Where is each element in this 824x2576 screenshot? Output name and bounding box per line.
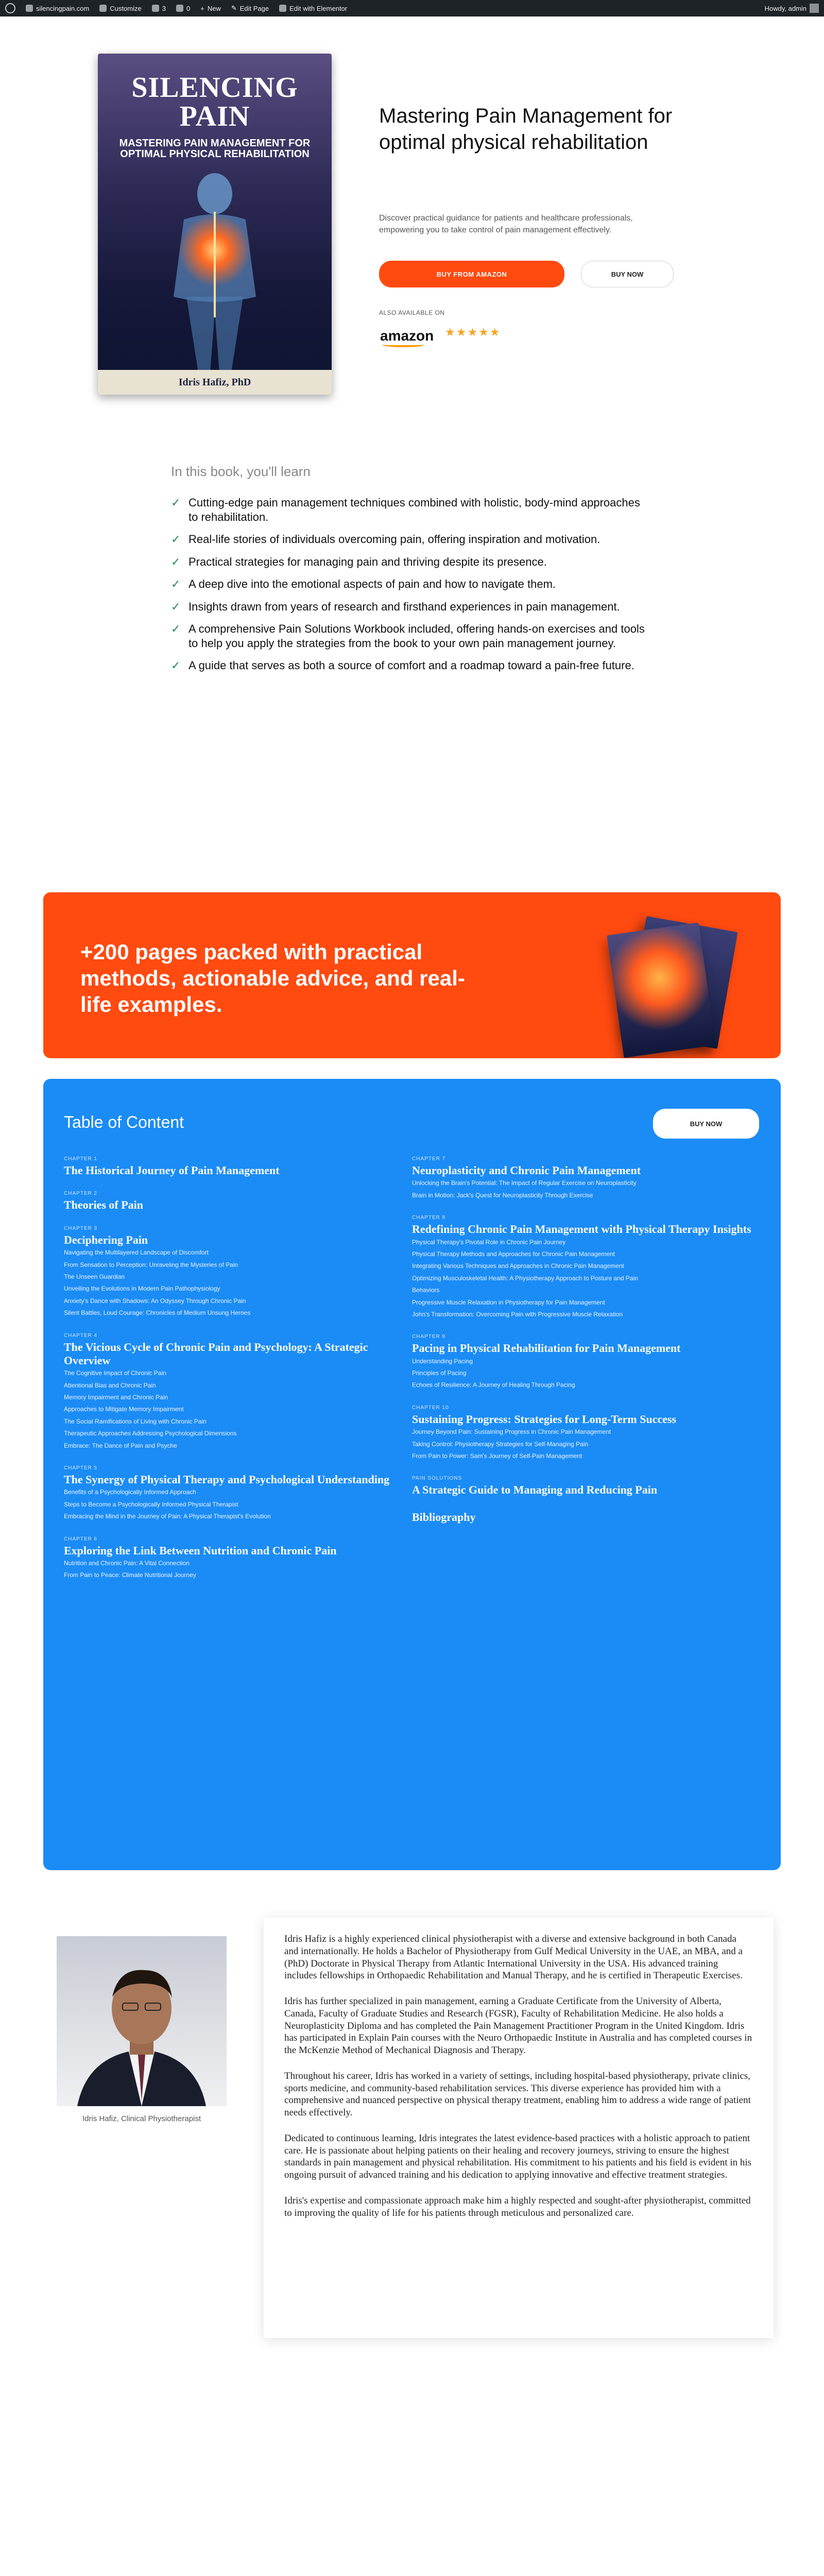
site-name: silencingpain.com <box>36 4 90 12</box>
toc-section[interactable]: Navigating the Multilayered Landscape of Discomfort <box>64 1249 209 1257</box>
promo-book-mockup <box>594 918 749 1047</box>
toc-buy-now-button[interactable]: BUY NOW <box>653 1109 759 1139</box>
toc-section[interactable]: Benefits of a Psychologically Informed Approach <box>64 1488 196 1496</box>
toc-chapter-number: CHAPTER 8 <box>412 1215 446 1221</box>
toc-chapter-number: PAIN SOLUTIONS <box>412 1476 462 1482</box>
learn-item: ✓ Insights drawn from years of research and firsthand experiences in pain management. <box>171 600 620 613</box>
author-caption: Idris Hafiz, Clinical Physiotherapist <box>82 2114 201 2123</box>
site-name-link[interactable] <box>21 0 94 16</box>
buy-from-amazon-button[interactable]: BUY FROM AMAZON <box>379 261 564 287</box>
toc-section[interactable]: Journey Beyond Pain: Sustaining Progress in Chronic Pain Management <box>412 1428 611 1436</box>
edit-page-label: Edit Page <box>239 4 269 12</box>
toc-section[interactable]: Therapeutic Approaches Addressing Psychological Dimensions <box>64 1430 237 1437</box>
bio-paragraph: Dedicated to continuous learning, Idris integrates the latest evidence-based practices with a holistic approach to patient care. He is passionate about helping patients on their healing and recovery journeys, striving to ensure the highest standards in pain management and physical rehabilitation. His commitment to his patients and his field is evident in his ongoing pursuit of advanced training and his dedication to applying innovative and effective treatment strategies. <box>284 2132 752 2180</box>
hero-title: Mastering Pain Management for optimal physical rehabilitation <box>379 105 673 154</box>
toc-section[interactable]: Taking Control: Physiotherapy Strategies for Self-Managing Pain <box>412 1440 589 1448</box>
elementor-label: Edit with Elementor <box>289 4 348 12</box>
comment-icon <box>176 5 183 12</box>
toc-chapter-number: CHAPTER 6 <box>64 1536 98 1542</box>
learn-item: ✓ A guide that serves as both a source of comfort and a roadmap toward a pain-free future. <box>171 659 634 672</box>
learn-heading: In this book, you'll learn <box>171 464 311 479</box>
toc-section[interactable]: John's Transformation: Overcoming Pain with Progressive Muscle Relaxation <box>412 1310 623 1318</box>
toc-section[interactable]: Steps to Become a Psychologically Informed Physical Therapist <box>64 1500 238 1508</box>
toc-chapter-number: CHAPTER 9 <box>412 1334 446 1340</box>
cover-author: Idris Hafiz, PhD <box>98 370 332 395</box>
toc-section[interactable]: Silent Battles, Loud Courage: Chronicles of Medium Unsung Heroes <box>64 1309 251 1317</box>
toc-chapter-title[interactable]: The Historical Journey of Pain Management <box>64 1164 280 1177</box>
toc-section[interactable]: Understanding Pacing <box>412 1357 473 1365</box>
toc-section[interactable]: Progressive Muscle Relaxation in Physiotherapy for Pain Management <box>412 1298 605 1306</box>
toc-chapter <box>64 1536 404 1582</box>
toc-chapter <box>412 1405 752 1463</box>
customize-link[interactable] <box>94 0 146 16</box>
toc-chapter-title[interactable]: Neuroplasticity and Chronic Pain Management <box>412 1164 641 1177</box>
wordpress-icon <box>5 3 15 13</box>
toc-chapter-number: CHAPTER 2 <box>64 1191 98 1197</box>
cover-figure-illustration <box>138 163 292 379</box>
toc-chapter-number: CHAPTER 10 <box>412 1404 449 1411</box>
table-of-content <box>43 1079 781 1870</box>
updates-link[interactable] <box>147 0 171 16</box>
toc-chapter-number: CHAPTER 7 <box>412 1156 446 1162</box>
amazon-logo-text: amazon <box>380 328 434 344</box>
learn-item: ✓ Cutting-edge pain management techniques combined with holistic, body-mind approaches to rehabilitation. <box>171 496 640 523</box>
check-icon: ✓ <box>171 496 181 509</box>
toc-section[interactable]: The Unseen Guardian <box>64 1273 125 1280</box>
toc-section[interactable]: Nutrition and Chronic Pain: A Vital Connection <box>64 1559 190 1567</box>
toc-chapter-title[interactable]: Deciphering Pain <box>64 1233 148 1246</box>
toc-section[interactable]: Integrating Various Techniques and Approaches in Chronic Pain Management <box>412 1262 624 1270</box>
customize-label: Customize <box>110 4 142 12</box>
new-content-link[interactable] <box>195 0 226 16</box>
account-menu[interactable] <box>760 0 824 16</box>
toc-chapter <box>64 1226 404 1319</box>
toc-section[interactable]: Echoes of Resilience: A Journey of Healing Through Pacing <box>412 1381 575 1389</box>
author-photo <box>57 1936 227 2106</box>
toc-section[interactable]: Physical Therapy Methods and Approaches for Chronic Pain Management <box>412 1250 615 1258</box>
howdy-label: Howdy, admin <box>764 4 806 12</box>
toc-section[interactable]: From Pain to Peace: Climate Nutritional Journey <box>64 1571 196 1579</box>
toc-section[interactable]: The Social Ramifications of Living with Chronic Pain <box>64 1417 207 1425</box>
hero-buy-now-button[interactable]: BUY NOW <box>581 261 674 287</box>
toc-section[interactable]: Brain in Motion: Jack's Quest for Neuroplasticity Through Exercise <box>412 1191 593 1199</box>
toc-chapter-number: CHAPTER 1 <box>64 1156 98 1162</box>
toc-section[interactable]: From Pain to Power: Sam's Journey of Self-Pain Management <box>412 1452 582 1460</box>
comments-link[interactable] <box>171 0 195 16</box>
updates-count: 3 <box>162 4 166 12</box>
toc-chapter-title[interactable]: The Synergy of Physical Therapy and Psychological Understanding <box>64 1473 390 1486</box>
bio-paragraph: Idris has further specialized in pain management, earning a Graduate Certificate from the University of Alberta, Canada, Faculty of Graduate Studies and Research (FGSR), Faculty of Rehabilitation Medicine. He also holds a Neuroplasticity Diploma and has completed the Pain Management Practitioner Program in the United Kingdom. Idris has participated in Explain Pain courses with the Neuro Orthopaedic Institute in Australia and has completed courses in the McKenzie Method of Mechanical Diagnosis and Therapy. <box>284 1996 752 2056</box>
toc-right-column <box>412 1156 752 1537</box>
toc-section[interactable]: From Sensation to Perception: Unraveling the Mysteries of Pain <box>64 1261 238 1268</box>
toc-chapter-title[interactable]: The Vicious Cycle of Chronic Pain and Psychology: A Strategic Overview <box>64 1340 368 1367</box>
new-label: New <box>207 4 221 12</box>
book-cover <box>98 54 332 395</box>
toc-chapter <box>64 1191 404 1212</box>
comments-count: 0 <box>186 4 191 12</box>
bio-paragraph: Throughout his career, Idris has worked in a variety of settings, including hospital-based physiotherapy, private clinics, sports medicine, and community-based rehabilitation services. This diverse experience has provided him with a comprehensive and nuanced perspective on physical therapy treatment, enabling him to address a wide range of patient needs effectively. <box>284 2070 751 2118</box>
toc-chapter-title[interactable]: Exploring the Link Between Nutrition and Chronic Pain <box>64 1544 337 1557</box>
toc-chapter <box>412 1334 752 1392</box>
toc-section[interactable]: Embrace: The Dance of Pain and Psyche <box>64 1442 177 1449</box>
home-icon <box>26 5 33 12</box>
promo-text: +200 pages packed with practical methods, actionable advice, and real-life examples. <box>80 940 465 1017</box>
learn-item: ✓ A comprehensive Pain Solutions Workbook included, offering hands-on exercises and tools to help you apply the strategies from the book to your own pain management journey. <box>171 622 645 650</box>
toc-section[interactable]: Unveiling the Evolutions in Modern Pain Pathophysiology <box>64 1285 220 1293</box>
toc-section[interactable]: Approaches to Mitigate Memory Impairment <box>64 1405 184 1413</box>
toc-section[interactable]: Attentional Bias and Chronic Pain <box>64 1381 156 1389</box>
toc-chapter <box>64 1333 404 1452</box>
toc-section[interactable]: The Cognitive Impact of Chronic Pain <box>64 1369 166 1377</box>
admin-bar <box>0 0 824 16</box>
toc-chapter-title[interactable]: Pacing in Physical Rehabilitation for Pain Management <box>412 1342 681 1355</box>
toc-section[interactable]: Anxiety's Dance with Shadows: An Odyssey Through Chronic Pain <box>64 1297 246 1304</box>
toc-chapter <box>64 1156 404 1177</box>
edit-page-link[interactable] <box>226 0 274 16</box>
toc-section[interactable]: Principles of Pacing <box>412 1369 467 1377</box>
toc-chapter-number: CHAPTER 4 <box>64 1332 98 1338</box>
elementor-icon <box>279 5 286 12</box>
toc-chapter-title[interactable]: Sustaining Progress: Strategies for Long-Term Success <box>412 1412 677 1426</box>
bio-paragraph: Idris Hafiz is a highly experienced clinical physiotherapist with a diverse and extensive background in both Canada and internationally. He holds a Bachelor of Physiotherapy from Gulf Medical University in the UAE, an MBA, and a (PhD) Doctorate in Physical Therapy from Atlantic International University in the USA. His advanced training includes fellowships in Orthopaedic Rehabilitation and Manual Therapy, and he is certified in Therapeutic Exercises. <box>284 1934 743 1981</box>
plus-icon: + <box>200 4 204 12</box>
pencil-icon: ✎ <box>231 4 237 12</box>
toc-section[interactable]: Optimizing Musculoskeletal Health: A Physiotherapy Approach to Posture and Pain <box>412 1274 638 1282</box>
toc-chapter-title[interactable]: Redefining Chronic Pain Management with Physical Therapy Insights <box>412 1223 751 1236</box>
check-icon: ✓ <box>171 600 181 613</box>
author-portrait-illustration <box>57 1936 227 2106</box>
toc-chapter-title[interactable]: Theories of Pain <box>64 1198 143 1212</box>
check-icon: ✓ <box>171 578 181 590</box>
learn-item: ✓ Practical strategies for managing pain and thriving despite its presence. <box>171 555 547 568</box>
rating-stars: ★★★★★ <box>445 326 501 338</box>
toc-chapter <box>412 1156 752 1201</box>
toc-chapter <box>412 1511 752 1524</box>
toc-chapter <box>64 1465 404 1523</box>
promo-banner <box>43 892 781 1058</box>
hero-description: Discover practical guidance for patients and healthcare professionals, empowering you to take control of pain management effectively. <box>379 214 633 235</box>
bio-paragraph: Idris's expertise and compassionate approach make him a highly respected and sought-after physiotherapist, committed to improving the quality of life for his patients through meticulous and personalized care. <box>284 2195 751 2218</box>
toc-left-column <box>64 1156 404 1595</box>
toc-section[interactable]: Behaviors <box>412 1286 440 1294</box>
check-icon: ✓ <box>171 533 181 546</box>
toc-section[interactable]: Memory Impairment and Chronic Pain <box>64 1394 168 1401</box>
cover-subtitle: MASTERING PAIN MANAGEMENT FOR OPTIMAL PHYSICAL REHABILITATION <box>119 138 311 160</box>
check-icon: ✓ <box>171 622 181 635</box>
brush-icon <box>99 5 107 12</box>
amazon-logo[interactable] <box>380 328 434 344</box>
toc-chapter-title[interactable]: A Strategic Guide to Managing and Reducing Pain <box>412 1483 658 1497</box>
toc-section[interactable]: Physical Therapy's Pivotal Role in Chronic Pain Journey <box>412 1238 566 1246</box>
also-available-label: ALSO AVAILABLE ON <box>379 309 445 316</box>
learn-list <box>171 496 650 681</box>
toc-chapter-number: CHAPTER 3 <box>64 1225 98 1231</box>
updates-icon <box>152 5 159 12</box>
learn-item: ✓ Real-life stories of individuals overcoming pain, offering inspiration and motivation. <box>171 533 600 546</box>
wordpress-menu[interactable] <box>0 0 21 16</box>
toc-chapter <box>412 1215 752 1320</box>
learn-item: ✓ A deep dive into the emotional aspects of pain and how to navigate them. <box>171 578 556 590</box>
toc-chapter <box>412 1476 752 1497</box>
toc-heading: Table of Content <box>64 1113 184 1131</box>
check-icon: ✓ <box>171 555 181 568</box>
check-icon: ✓ <box>171 659 181 672</box>
elementor-link[interactable] <box>274 0 352 16</box>
bio-card <box>264 1918 774 2338</box>
user-avatar-icon <box>810 4 819 13</box>
toc-chapter-number: CHAPTER 5 <box>64 1465 98 1471</box>
toc-section[interactable]: Unlocking the Brain's Potential: The Impact of Regular Exercise on Neuroplasticity <box>412 1179 637 1187</box>
toc-chapter-title[interactable]: Bibliography <box>412 1510 476 1523</box>
cover-brand: SILENCING PAIN <box>131 72 298 132</box>
toc-section[interactable]: Embracing the Mind in the Journey of Pain: A Physical Therapist's Evolution <box>64 1513 271 1520</box>
